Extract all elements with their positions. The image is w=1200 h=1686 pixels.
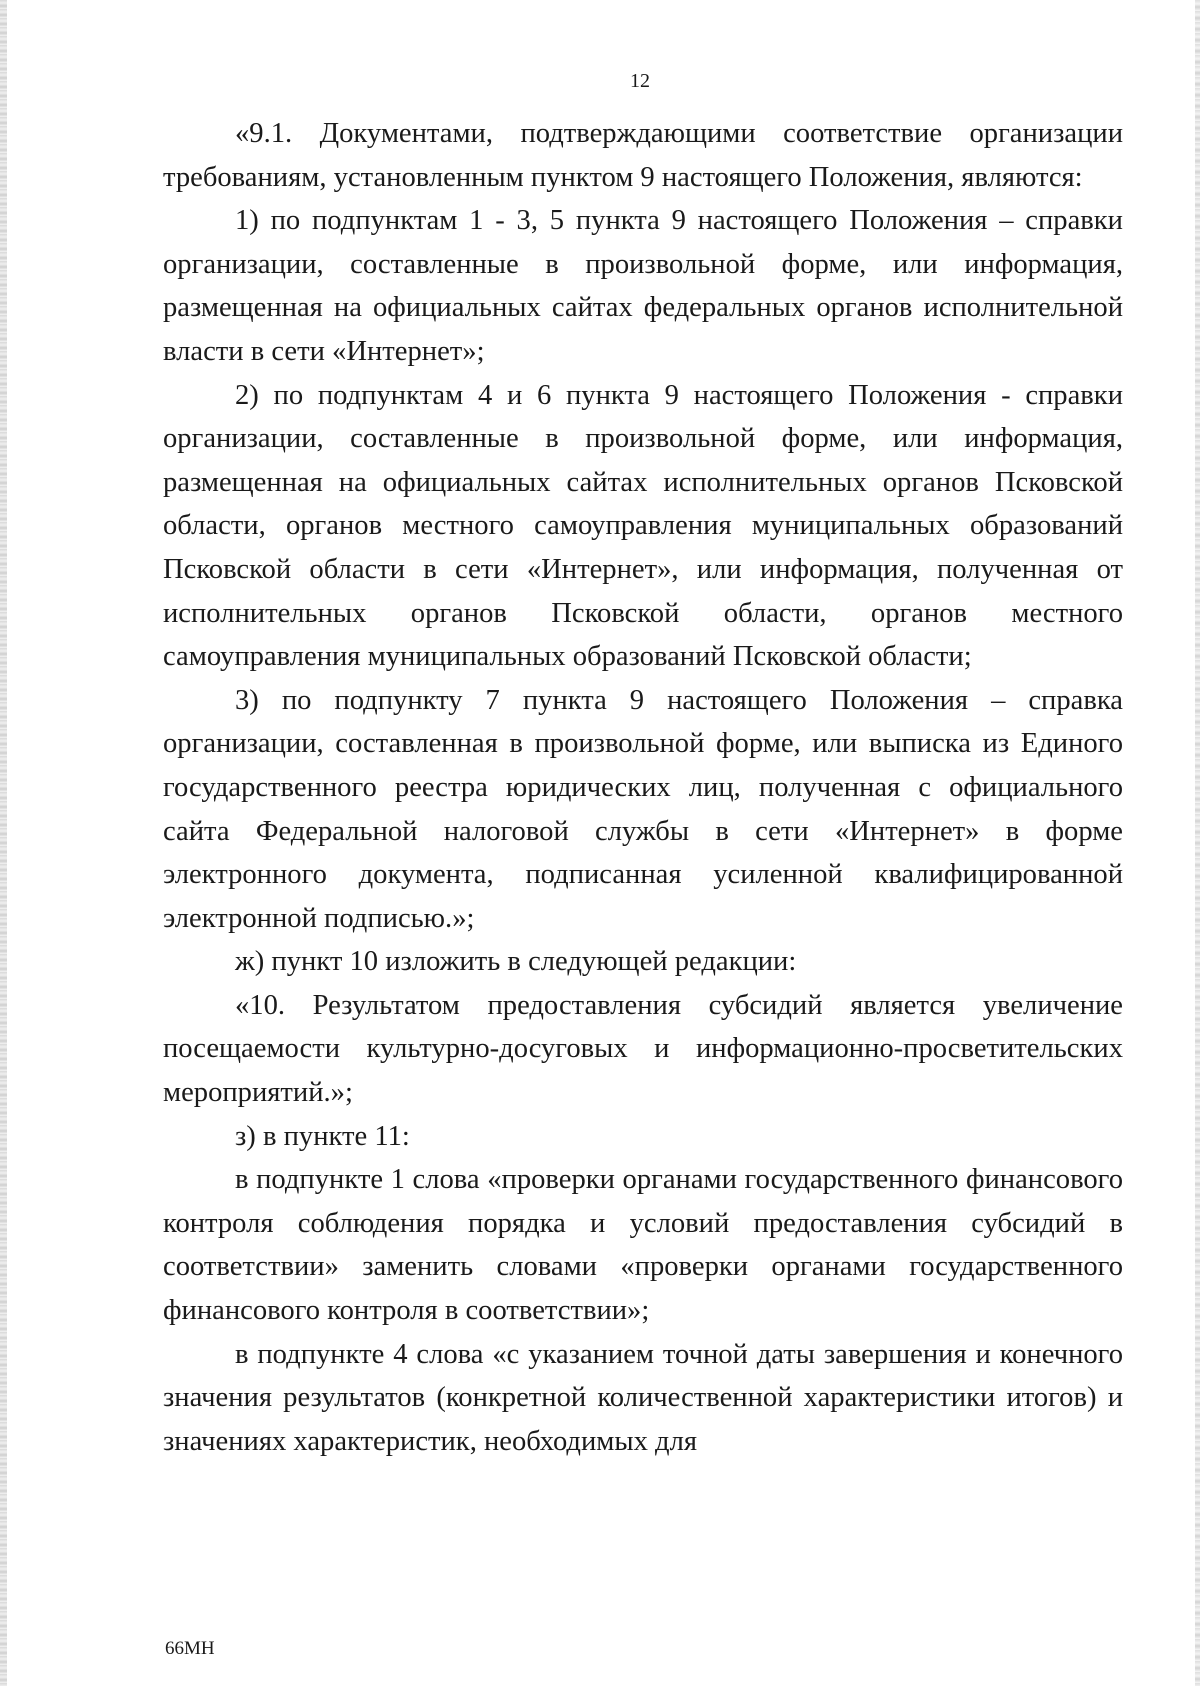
paragraph-subitem-4-change: в подпункте 4 слова «с указанием точной даты завершения и конечного значения результатов (конкретной количественной характеристики итогов) и значениях характеристик, необходимых для <box>163 1338 1123 1457</box>
paragraph-subitem-1: 1) по подпунктам 1 - 3, 5 пункта 9 настоящего Положения – справки организации, составленные в произвольной форме, или информация, размещенная на официальных сайтах федеральных органов исполнительной власти в сети «Интернет»; <box>163 205 1123 367</box>
paragraph-9-1: «9.1. Документами, подтверждающими соответствие организации требованиям, установленным пунктом 9 настоящего Положения, являются: <box>163 118 1123 193</box>
scan-edge-left <box>0 0 7 1686</box>
footer-code: 66МН <box>165 1638 215 1659</box>
scan-edge-right <box>1195 0 1200 1686</box>
paragraph-amendment-zh: ж) пункт 10 изложить в следующей редакции: <box>235 946 797 978</box>
page-number: 12 <box>630 70 650 92</box>
paragraph-subitem-1-change: в подпункте 1 слова «проверки органами государственного финансового контроля соблюдения порядка и условий предоставления субсидий в соответствии» заменить словами «проверки органами государственного финансового контроля в соответствии»; <box>163 1164 1123 1327</box>
document-body <box>163 112 1123 1463</box>
paragraph-amendment-z: з) в пункте 11: <box>235 1120 410 1152</box>
paragraph-subitem-3: 3) по подпункту 7 пункта 9 настоящего Положения – справка организации, составленная в произвольной форме, или выписка из Единого государственного реестра юридических лиц, полученная с официального сайта Федеральной налоговой службы в сети «Интернет» в форме электронного документа, подписанная усиленной квалифицированной электронной подписью.»; <box>163 684 1123 934</box>
paragraph-10: «10. Результатом предоставления субсидий является увеличение посещаемости культурно-досуговых и информационно-просветительских мероприятий.»; <box>163 989 1123 1109</box>
paragraph-subitem-2: 2) по подпунктам 4 и 6 пункта 9 настоящего Положения - справки организации, составленные в произвольной форме, или информация, размещенная на официальных сайтах исполнительных органов Псковской области, органов местного самоуправления муниципальных образований Псковской области в сети «Интернет», или информация, полученная от исполнительных органов Псковской области, органов местного самоуправления муниципальных образований Псковской области; <box>163 379 1123 673</box>
